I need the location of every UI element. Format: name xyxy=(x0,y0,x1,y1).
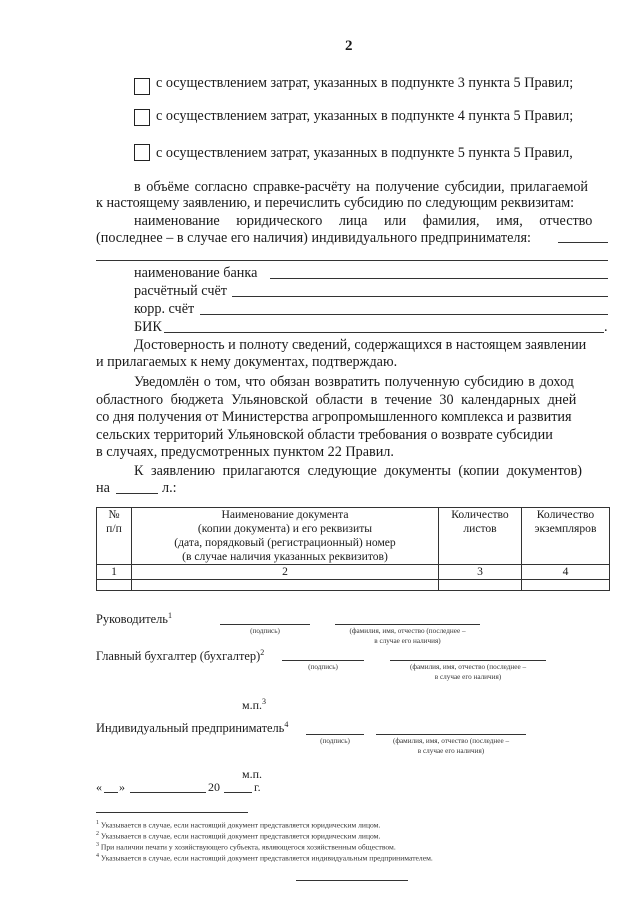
attachments-on-label: на xyxy=(96,480,110,496)
checkbox-label-subpoint-3: с осуществлением затрат, указанных в подпункте 3 пункта 5 Правил; xyxy=(156,75,574,91)
head-label-text: Руководитель xyxy=(96,612,168,627)
header-number: № п/п xyxy=(97,508,132,565)
chief-footnote-ref: 2 xyxy=(260,648,265,657)
bik-end-dot: . xyxy=(604,319,608,335)
checkbox-subpoint-4[interactable] xyxy=(134,109,150,126)
empty-cell[interactable] xyxy=(132,580,439,591)
chief-fio-caption-2: в случае его наличия) xyxy=(434,673,502,681)
header-sheets: Количество листов xyxy=(439,508,522,565)
checkbox-label-subpoint-5: с осуществлением затрат, указанных в подпункте 5 пункта 5 Правил, xyxy=(156,145,573,161)
date-month-field[interactable] xyxy=(130,792,206,793)
bik-label: БИК xyxy=(134,319,162,335)
date-day-field[interactable] xyxy=(104,792,118,793)
cell-col1: 1 xyxy=(97,565,132,580)
entrepreneur-footnote-ref: 4 xyxy=(284,720,289,729)
header-copies: Количество экземпляров xyxy=(522,508,610,565)
stamp-place-text: м.п. xyxy=(242,698,263,712)
cell-col2: 2 xyxy=(132,565,439,580)
footnote-3-text: При наличии печати у хозяйствующего субъекта, являющегося хозяйственным обществом. xyxy=(100,842,396,852)
attachments-sheets-suffix: л.: xyxy=(162,480,177,496)
paragraph-notice-line1: Уведомлён о том, что обязан возвратить полученную субсидию в доход xyxy=(134,374,574,390)
corr-account-label: корр. счёт xyxy=(134,301,195,317)
footnote-separator xyxy=(96,812,248,813)
chief-fio-caption-1: (фамилия, имя, отчество (последнее – xyxy=(409,663,527,671)
head-label xyxy=(96,611,172,627)
header-document: Наименование документа (копии документа) и его реквизиты (дата, порядковый (регистрационный) номер (в случае наличия указанных реквизитов) xyxy=(132,508,439,565)
entrepreneur-signature-caption: (подпись) xyxy=(320,737,350,745)
entrepreneur-fio-field[interactable] xyxy=(376,734,526,735)
paragraph-confirm-line2: и прилагаемых к нему документах, подтверждаю. xyxy=(96,354,398,370)
paragraph-volume-line1: в объёме согласно справке-расчёту на получение субсидии, прилагаемой xyxy=(134,179,589,195)
head-footnote-ref: 1 xyxy=(167,611,172,620)
bank-name-label: наименование банка xyxy=(134,265,258,281)
paragraph-recipient-line2: (последнее – в случае его наличия) индивидуального предпринимателя: xyxy=(96,230,531,246)
entrepreneur-fio-caption-2: в случае его наличия) xyxy=(417,747,485,755)
footnote-2-number: 2 xyxy=(96,831,99,837)
stamp-place-label xyxy=(242,697,266,713)
chief-signature-caption: (подпись) xyxy=(308,663,338,671)
table-row-empty xyxy=(97,580,610,591)
chief-fio-field[interactable] xyxy=(390,660,546,661)
entrepreneur-signature-field[interactable] xyxy=(306,734,364,735)
date-year-field[interactable] xyxy=(224,792,252,793)
end-of-document-line xyxy=(296,880,408,881)
date-close-quote: » xyxy=(119,780,125,794)
paragraph-notice-line5: в случаях, предусмотренных пунктом 22 Правил. xyxy=(96,444,394,460)
checkbox-subpoint-3[interactable] xyxy=(134,78,150,95)
head-fio-caption-2: в случае его наличия) xyxy=(374,637,441,645)
paragraph-notice-line4: сельских территорий Ульяновской области требования о возврате субсидии xyxy=(96,427,553,443)
empty-cell[interactable] xyxy=(522,580,610,591)
recipient-name-field-2[interactable] xyxy=(96,260,608,261)
date-open-quote: « xyxy=(96,780,102,794)
chief-accountant-text: Главный бухгалтер (бухгалтер) xyxy=(96,649,261,664)
page-number: 2 xyxy=(345,38,353,54)
footnote-3-number: 3 xyxy=(96,842,99,848)
documents-table xyxy=(96,507,610,591)
date-century: 20 xyxy=(208,780,220,794)
footnote-1-text: Указывается в случае, если настоящий документ представляется юридическим лицом. xyxy=(100,820,381,830)
paragraph-notice-line3: со дня получения от Министерства агропромышленного комплекса и развития xyxy=(96,409,572,425)
paragraph-recipient-line1: наименование юридического лица или фамилия, имя, отчество xyxy=(134,213,593,229)
stamp-place-label-2: м.п. xyxy=(242,767,263,781)
date-year-suffix: г. xyxy=(254,780,261,794)
entrepreneur-label xyxy=(96,720,288,736)
head-signature-field[interactable] xyxy=(220,624,310,625)
chief-accountant-label xyxy=(96,648,264,664)
recipient-name-field-1[interactable] xyxy=(558,242,608,243)
stamp-footnote-ref: 3 xyxy=(262,697,267,706)
chief-signature-field[interactable] xyxy=(282,660,364,661)
checkbox-subpoint-5[interactable] xyxy=(134,144,150,161)
table-header-row xyxy=(97,508,610,565)
empty-cell[interactable] xyxy=(97,580,132,591)
corr-account-field[interactable] xyxy=(200,314,608,315)
footnote-4 xyxy=(96,851,433,864)
attachments-sheets-field[interactable] xyxy=(116,493,158,494)
table-row xyxy=(97,565,610,580)
head-signature-caption: (подпись) xyxy=(250,627,280,635)
paragraph-notice-line2: областного бюджета Ульяновской области в течение 30 календарных дней xyxy=(96,392,577,408)
cell-col3: 3 xyxy=(439,565,522,580)
footnote-4-number: 4 xyxy=(96,853,99,859)
account-field[interactable] xyxy=(232,296,608,297)
bik-field[interactable] xyxy=(164,332,604,333)
account-label: расчётный счёт xyxy=(134,283,227,299)
head-fio-field[interactable] xyxy=(335,624,480,625)
cell-col4: 4 xyxy=(522,565,610,580)
entrepreneur-text: Индивидуальный предприниматель xyxy=(96,721,285,736)
footnote-2-text: Указывается в случае, если настоящий документ представляется юридическим лицом. xyxy=(100,831,381,841)
head-fio-caption-1: (фамилия, имя, отчество (последнее – xyxy=(349,627,466,635)
bank-name-field[interactable] xyxy=(270,278,608,279)
paragraph-volume-line2: к настоящему заявлению, и перечислить субсидию по следующим реквизитам: xyxy=(96,195,575,211)
footnote-1-number: 1 xyxy=(96,820,99,826)
footnote-4-text: Указывается в случае, если настоящий документ представляется индивидуальным предпринимателем. xyxy=(100,853,433,863)
checkbox-label-subpoint-4: с осуществлением затрат, указанных в подпункте 4 пункта 5 Правил; xyxy=(156,108,574,124)
empty-cell[interactable] xyxy=(439,580,522,591)
paragraph-attachments-line1: К заявлению прилагаются следующие документы (копии документов) xyxy=(134,463,583,479)
entrepreneur-fio-caption-1: (фамилия, имя, отчество (последнее – xyxy=(392,737,510,745)
paragraph-confirm-line1: Достоверность и полноту сведений, содержащихся в настоящем заявлении xyxy=(134,337,587,353)
